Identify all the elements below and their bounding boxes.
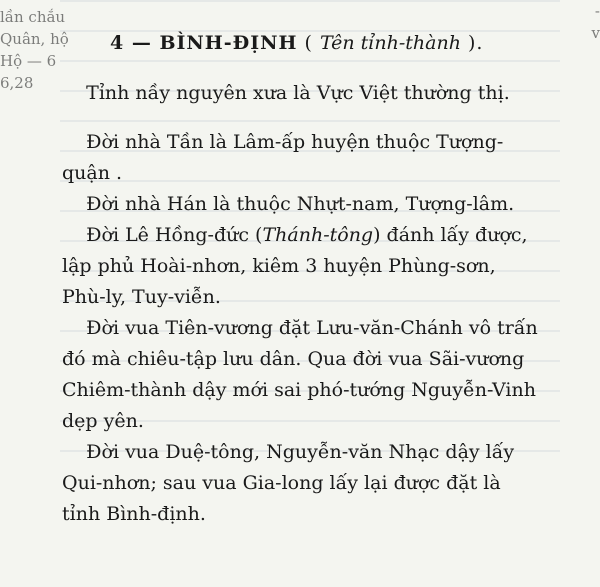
paragraph-tien-vuong — [62, 313, 582, 437]
paragraph-han-dynasty — [62, 189, 582, 220]
heading-subtitle: Tên tỉnh-thành — [319, 32, 461, 54]
text-line: Đời nhà Tần là Lâm-ấp huyện thuộc Tượng- — [86, 131, 504, 153]
bleed-line: Quân, hộ — [0, 30, 69, 48]
text-fragment: Đời Lê Hồng-đức ( — [86, 224, 263, 246]
section-heading — [110, 28, 582, 58]
heading-paren-open: ( — [304, 32, 313, 54]
italic-name: Thánh-tông — [262, 224, 374, 246]
paragraph-tan-dynasty — [62, 127, 582, 189]
text-line: Đời nhà Hán là thuộc Nhựt-nam, Tượng-lâm. — [86, 193, 515, 215]
text-line: Phù-ly, Tuy-viễn. — [62, 286, 221, 308]
text-line: đó mà chiêu-tập lưu dân. Qua đời vua Sãi-vương — [62, 348, 525, 370]
paragraph-le-hong-duc — [62, 220, 582, 313]
text-line: Đời vua Tiên-vương đặt Lưu-văn-Chánh vô trấn — [86, 317, 538, 339]
paragraph-origin — [62, 78, 582, 109]
bleed-line: - — [594, 2, 600, 20]
paragraph-due-tong — [62, 437, 582, 530]
bleed-line: v — [591, 24, 600, 42]
text-line: Chiêm-thành dậy mới sai phó-tướng Nguyễn-Vinh — [62, 379, 536, 401]
left-margin-bleed-text — [0, 6, 69, 94]
heading-paren-close: ). — [467, 32, 484, 54]
bleed-line: Hộ — 6 — [0, 52, 57, 70]
text-line: Tỉnh nầy nguyên xưa là Vực Việt thường thị. — [86, 82, 510, 104]
bleed-line: 6,28 — [0, 74, 34, 92]
heading-title: 4 — BÌNH-ĐỊNH — [110, 32, 298, 54]
text-line: Qui-nhơn; sau vua Gia-long lấy lại được đặt là — [62, 472, 501, 494]
text-line: tỉnh Bình-định. — [62, 503, 206, 525]
text-fragment: ) đánh lấy được, — [373, 224, 528, 246]
bleed-line: lần chắu — [0, 8, 66, 26]
text-line: dẹp yên. — [62, 410, 144, 432]
text-line: Đời vua Duệ-tông, Nguyễn-văn Nhạc dậy lấy — [86, 441, 515, 463]
document-body — [62, 28, 582, 530]
text-line: quận . — [62, 162, 123, 184]
text-line: lập phủ Hoài-nhơn, kiêm 3 huyện Phùng-sơn, — [62, 255, 496, 277]
